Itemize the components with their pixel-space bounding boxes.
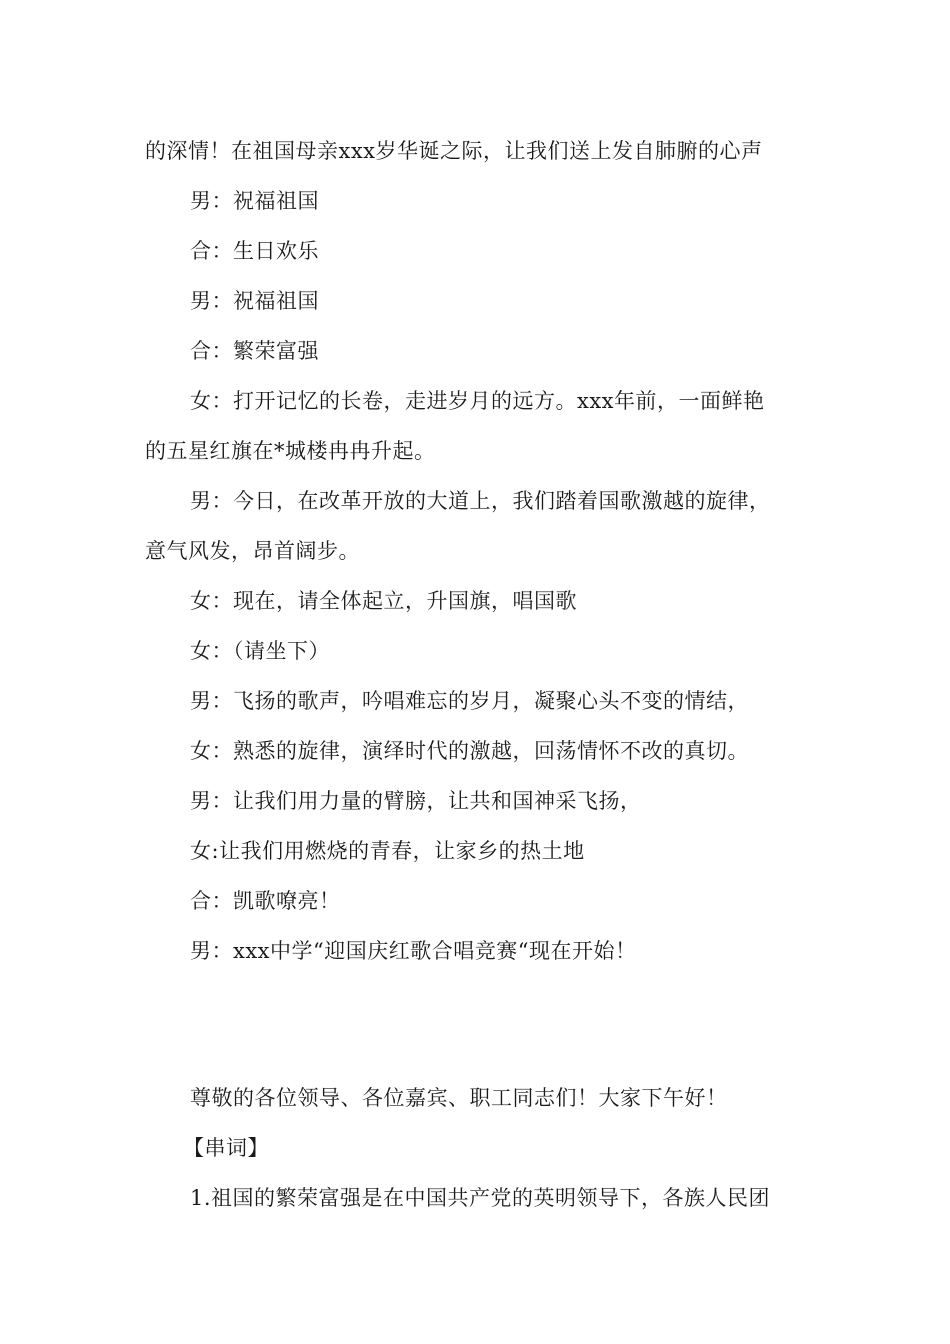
dialogue-line: 女：现在，请全体起立，升国旗，唱国歌 [190,589,577,613]
dialogue-line: 男：祝福祖国 [190,189,319,213]
dialogue-line: 男：今日，在改革开放的大道上，我们踏着国歌激越的旋律， [190,489,771,513]
dialogue-line: 合：凯歌嘹亮！ [190,889,341,913]
section-heading: 【串词】 [183,1136,269,1160]
dialogue-line: 女：（请坐下） [190,639,330,663]
dialogue-line: 男：祝福祖国 [190,289,319,313]
dialogue-line: 男：让我们用力量的臂膀，让共和国神采飞扬， [190,789,642,813]
dialogue-line: 男：飞扬的歌声，吟唱难忘的岁月，凝聚心头不变的情结， [190,689,749,713]
dialogue-line-continued: 的五星红旗在*城楼冉冉升起。 [145,439,436,463]
greeting-line: 尊敬的各位领导、各位嘉宾、职工同志们！大家下午好！ [190,1086,728,1110]
dialogue-line: 女：打开记忆的长卷，走进岁月的远方。xxx年前，一面鲜艳 [190,389,765,413]
paragraph-line: 的深情！在祖国母亲xxx岁华诞之际，让我们送上发自肺腑的心声 [145,139,763,163]
dialogue-line: 女:让我们用燃烧的青春，让家乡的热土地 [190,839,585,863]
dialogue-line-continued: 意气风发，昂首阔步。 [145,539,360,563]
dialogue-line: 合：繁荣富强 [190,339,319,363]
paragraph-line: 1.祖国的繁荣富强是在中国共产党的英明领导下，各族人民团 [190,1186,771,1210]
dialogue-line: 合：生日欢乐 [190,239,319,263]
dialogue-line: 男：xxx中学“迎国庆红歌合唱竞赛“现在开始！ [190,939,637,963]
dialogue-line: 女：熟悉的旋律，演绎时代的激越，回荡情怀不改的真切。 [190,739,749,763]
